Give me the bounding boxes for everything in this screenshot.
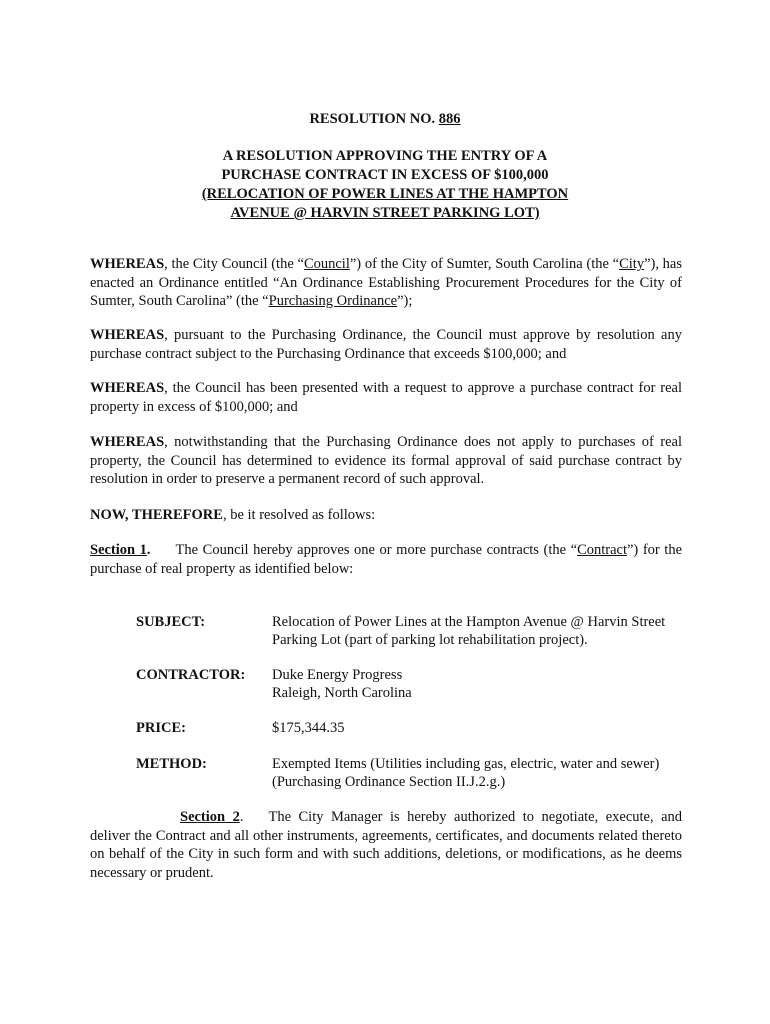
paragraph-text: , the City Council (the “ bbox=[164, 256, 304, 272]
section-1-paragraph: Section 1. The Council hereby approves one or more purchase contracts (the “Contract”) for the purchase of real property as identified below: bbox=[90, 542, 683, 577]
defined-term-contract: Contract bbox=[577, 542, 627, 558]
detail-label-subject: SUBJECT: bbox=[136, 614, 206, 630]
subtitle-line-1: A RESOLUTION APPROVING THE ENTRY OF A bbox=[222, 148, 548, 164]
paragraph-text: The Council hereby approves one or more purchase contracts (the “ bbox=[175, 542, 578, 558]
detail-label-method: METHOD: bbox=[136, 756, 207, 772]
resolution-number: 886 bbox=[438, 111, 461, 127]
detail-label-contractor: CONTRACTOR: bbox=[136, 667, 246, 683]
detail-value-subject-line-1: Relocation of Power Lines at the Hampton Avenue @ Harvin Street bbox=[272, 614, 666, 630]
resolution-title bbox=[0, 111, 770, 128]
section-2-paragraph: Section 2. The City Manager is hereby authorized to negotiate, execute, and deliver the Contract and all other instruments, agreements, certificates, and documents related thereto on behalf of the City in such form and with such additions, deletions, or modifications, as he deems necessary or prudent. bbox=[90, 809, 683, 881]
paragraph-text: ”); bbox=[397, 293, 413, 309]
detail-label-price: PRICE: bbox=[136, 720, 186, 736]
whereas-paragraph-2 bbox=[90, 326, 682, 363]
defined-term-council: Council bbox=[303, 256, 350, 272]
paragraph-text: ”), has enacted an Ordinance entitled “An Ordinance Establishing Procurement Procedures for the City of Sumter, South Carolina” (the “ bbox=[90, 256, 683, 309]
detail-value-subject-line-2: Parking Lot (part of parking lot rehabilitation project). bbox=[272, 632, 588, 648]
section-1-label: Section 1 bbox=[90, 542, 147, 558]
subtitle-line-4: AVENUE @ HARVIN STREET PARKING LOT) bbox=[230, 205, 540, 221]
whereas-paragraph-3 bbox=[90, 379, 682, 416]
paragraph-text: , the Council has been presented with a request to approve a purchase contract for real property in excess of $100,000; and bbox=[90, 380, 682, 415]
resolution-title-prefix: RESOLUTION NO. bbox=[309, 111, 439, 127]
now-therefore-paragraph bbox=[90, 506, 682, 525]
detail-value-method-line-2: (Purchasing Ordinance Section II.J.2.g.) bbox=[272, 774, 506, 790]
whereas-paragraph-4 bbox=[90, 433, 682, 489]
detail-value-method-line-1: Exempted Items (Utilities including gas, electric, water and sewer) bbox=[272, 756, 660, 772]
defined-term-purchasing-ordinance: Purchasing Ordinance bbox=[268, 293, 398, 309]
paragraph-text: ”) of the City of Sumter, South Carolina (the “ bbox=[349, 256, 620, 272]
subtitle-line-2: PURCHASE CONTRACT IN EXCESS OF $100,000 bbox=[221, 167, 549, 183]
detail-value-contractor-line-2: Raleigh, North Carolina bbox=[272, 685, 412, 701]
paragraph-text: The City Manager is hereby authorized to negotiate, execute, and deliver the Contract and all other instruments, agreements, certificates, and documents related thereto on behalf of the City in such form and with such additions, deletions, or modifications, as he deems necessary or prudent. bbox=[90, 809, 683, 881]
detail-value-contractor-line-1: Duke Energy Progress bbox=[272, 667, 403, 683]
now-therefore-lead: NOW, THEREFORE bbox=[90, 507, 223, 523]
paragraph-text: ”) for the purchase of real property as identified below: bbox=[90, 542, 683, 577]
paragraph-text: , pursuant to the Purchasing Ordinance, the Council must approve by resolution any purchase contract subject to the Purchasing Ordinance that exceeds $100,000; and bbox=[90, 327, 682, 362]
whereas-lead: WHEREAS bbox=[90, 380, 165, 396]
subtitle-line-3: (RELOCATION OF POWER LINES AT THE HAMPTON bbox=[201, 186, 569, 202]
detail-value-price: $175,344.35 bbox=[272, 720, 345, 736]
whereas-lead: WHEREAS bbox=[90, 434, 165, 450]
whereas-paragraph-1 bbox=[90, 255, 682, 311]
whereas-lead: WHEREAS bbox=[90, 327, 165, 343]
whereas-lead: WHEREAS bbox=[90, 256, 165, 272]
paragraph-text: , be it resolved as follows: bbox=[222, 507, 376, 523]
resolution-subtitle bbox=[0, 147, 770, 223]
paragraph-text: , notwithstanding that the Purchasing Ordinance does not apply to purchases of real property, the Council has determined to evidence its formal approval of said purchase contract by resolution in order to preserve a permanent record of such approval. bbox=[90, 434, 682, 487]
section-2-label: Section 2 bbox=[180, 809, 240, 825]
defined-term-city: City bbox=[619, 256, 645, 272]
